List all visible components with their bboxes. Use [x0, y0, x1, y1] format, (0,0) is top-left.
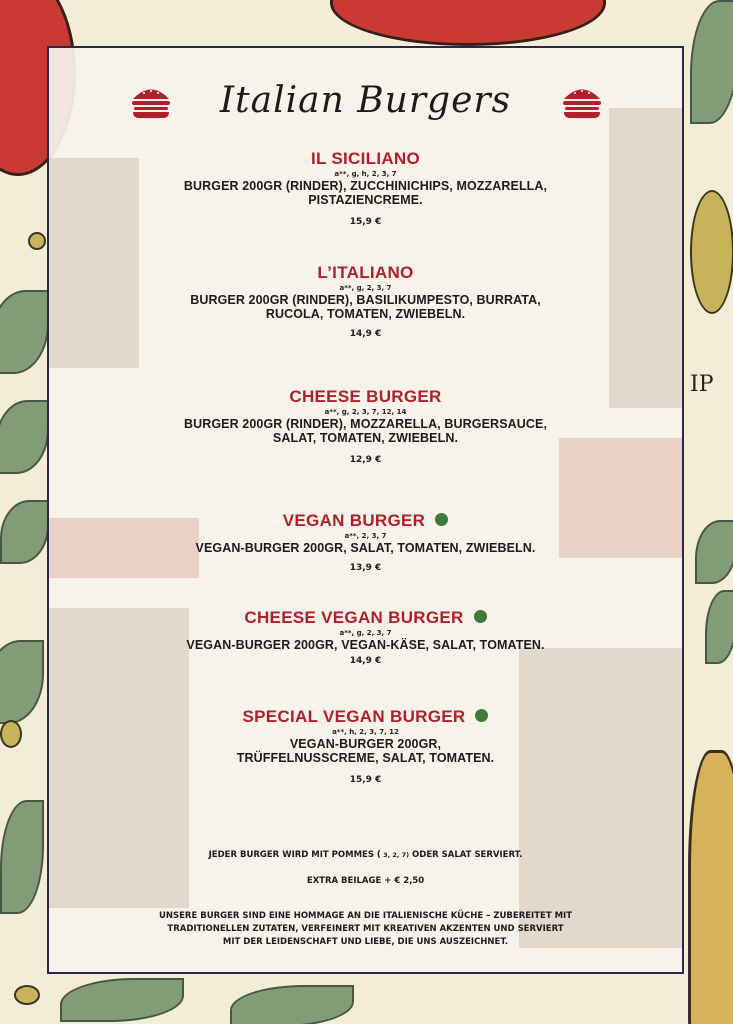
menu-panel [47, 46, 684, 974]
item-price: 15,9 € [349, 217, 382, 227]
menu-item [49, 149, 682, 227]
item-description-line: VEGAN-BURGER 200GR, SALAT, TOMATEN, ZWIEBELN. [195, 541, 536, 555]
olive-illustration [14, 985, 40, 1005]
burger-icon [561, 84, 603, 120]
item-price: 14,9 € [349, 656, 382, 666]
menu-item [49, 387, 682, 465]
leaf-illustration [0, 800, 44, 914]
item-description-line: SALAT, TOMATEN, ZWIEBELN. [272, 431, 459, 445]
footer-text [49, 910, 682, 949]
item-name: IL SICILIANO [310, 149, 421, 168]
item-name-row [49, 707, 682, 727]
vegan-leaf-icon [435, 513, 448, 526]
menu-item [49, 263, 682, 339]
leaf-illustration [690, 0, 733, 124]
menu-header [49, 76, 682, 126]
item-description-line: PISTAZIENCREME. [308, 193, 423, 207]
pizzeria-sign: ZZERIA [57, 553, 155, 581]
item-description-line: RUCOLA, TOMATEN, ZWIEBELN. [265, 307, 466, 321]
item-price: 13,9 € [349, 563, 382, 573]
item-description-line: BURGER 200GR (RINDER), BASILIKUMPESTO, BURRATA, [190, 293, 541, 307]
item-name: CHEESE BURGER [289, 387, 442, 406]
item-description-line: TRÜFFELNUSSCREME, SALAT, TOMATEN. [236, 751, 495, 765]
footer-line: MIT DER LEIDENSCHAFT UND LIEBE, DIE UNS AUSZEICHNET. [222, 937, 509, 947]
leaf-illustration [230, 985, 354, 1024]
item-price: 12,9 € [349, 455, 382, 465]
footer-line: UNSERE BURGER SIND EINE HOMMAGE AN DIE ITALIENISCHE KÜCHE – ZUBEREITET MIT [158, 911, 573, 921]
oil-bottle-illustration [688, 750, 733, 1024]
item-allergens: a**, 2, 3, 7 [344, 532, 387, 540]
leaf-illustration [705, 590, 733, 664]
item-name: CHEESE VEGAN BURGER [244, 608, 464, 627]
olive-illustration [28, 232, 46, 250]
item-allergens: a**, g, 2, 3, 7 [339, 629, 392, 637]
olive-illustration [0, 720, 22, 748]
burger-icon [130, 84, 172, 120]
menu-item [49, 707, 682, 785]
item-allergens: a**, h, 2, 3, 7, 12 [332, 728, 399, 736]
vegan-leaf-icon [474, 610, 487, 623]
item-allergens: a**, g, 2, 3, 7 [339, 284, 392, 292]
vegan-leaf-icon [475, 709, 488, 722]
olive-illustration [690, 190, 733, 314]
menu-item [49, 511, 682, 573]
item-allergens: a**, g, 2, 3, 7, 12, 14 [324, 408, 407, 416]
item-name: VEGAN BURGER [282, 511, 426, 530]
item-allergens: a**, g, h, 2, 3, 7 [334, 170, 397, 178]
item-description-line: VEGAN-BURGER 200GR, VEGAN-KÄSE, SALAT, TOMATEN. [186, 638, 545, 652]
item-description-line: VEGAN-BURGER 200GR, [289, 737, 442, 751]
side-dish-note: JEDER BURGER WIRD MIT POMMES ( 3, 2, 7) ODER SALAT SERVIERT. [208, 850, 523, 860]
item-name: SPECIAL VEGAN BURGER [242, 707, 466, 726]
extra-side-note: EXTRA BEILAGE + € 2,50 [306, 876, 425, 886]
leaf-illustration [60, 978, 184, 1022]
menu-title: Italian Burgers [219, 80, 512, 121]
item-description-line: BURGER 200GR (RINDER), ZUCCHINICHIPS, MOZZARELLA, [183, 179, 548, 193]
item-name-row [49, 511, 682, 531]
item-description-line: BURGER 200GR (RINDER), MOZZARELLA, BURGERSAUCE, [183, 417, 548, 431]
leaf-illustration [0, 500, 49, 564]
leaf-illustration [0, 290, 49, 374]
item-name-row [49, 608, 682, 628]
item-price: 14,9 € [349, 329, 382, 339]
menu-item [49, 608, 682, 666]
item-name: L’ITALIANO [317, 263, 414, 282]
footer-line: TRADITIONELLEN ZUTATEN, VERFEINERT MIT KREATIVEN AKZENTEN UND SERVIERT [167, 924, 564, 934]
leaf-illustration [695, 520, 733, 584]
tomato-illustration [330, 0, 606, 46]
leaf-illustration [0, 400, 49, 474]
wall-sign-text: IP [690, 372, 714, 397]
leaf-illustration [0, 640, 44, 724]
item-price: 15,9 € [349, 775, 382, 785]
